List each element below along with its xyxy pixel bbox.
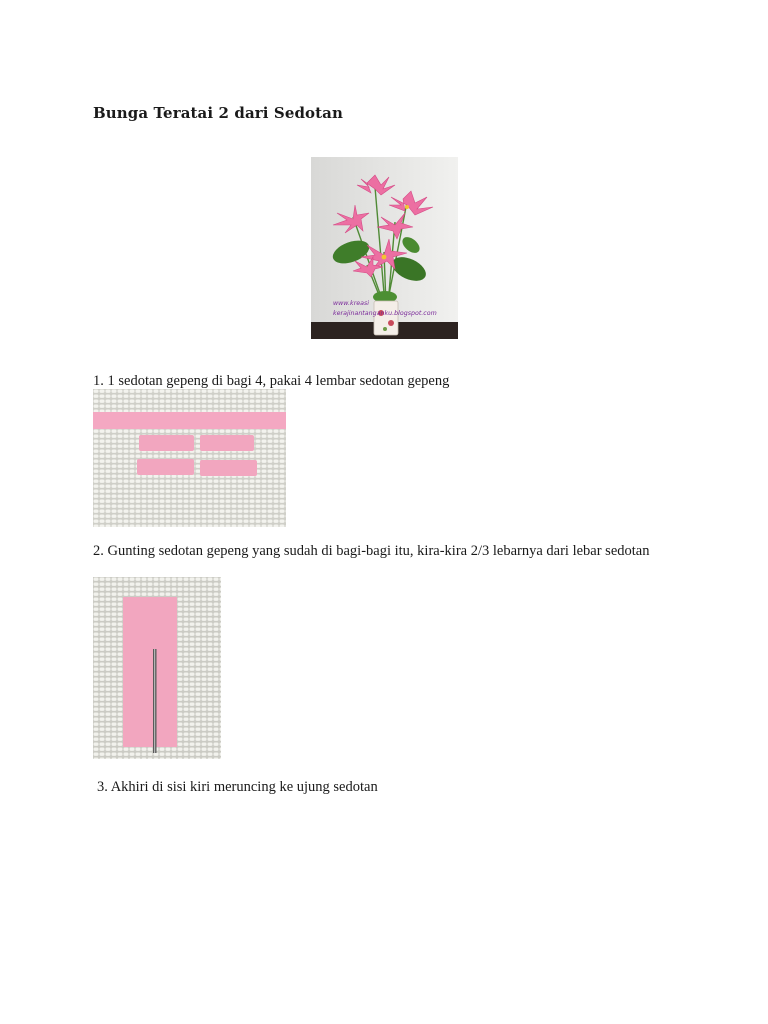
step-3-text: 3. Akhiri di sisi kiri meruncing ke ujung sedotan [97, 779, 378, 795]
watermark-line-2: kerajinantanganku.blogspot.com [333, 310, 437, 317]
step-1-photo [93, 389, 286, 527]
step-1-text: 1. 1 sedotan gepeng di bagi 4, pakai 4 lembar sedotan gepeng [93, 373, 450, 389]
step-2-photo [93, 577, 221, 759]
watermark-line-1: www.kreasi [333, 300, 370, 307]
step-2-text: 2. Gunting sedotan gepeng yang sudah di bagi-bagi itu, kira-kira 2/3 lebarnya dari lebar sedotan [93, 543, 650, 559]
lotus-arrangement-photo [311, 157, 458, 339]
document-title: Bunga Teratai 2 dari Sedotan [93, 104, 344, 122]
